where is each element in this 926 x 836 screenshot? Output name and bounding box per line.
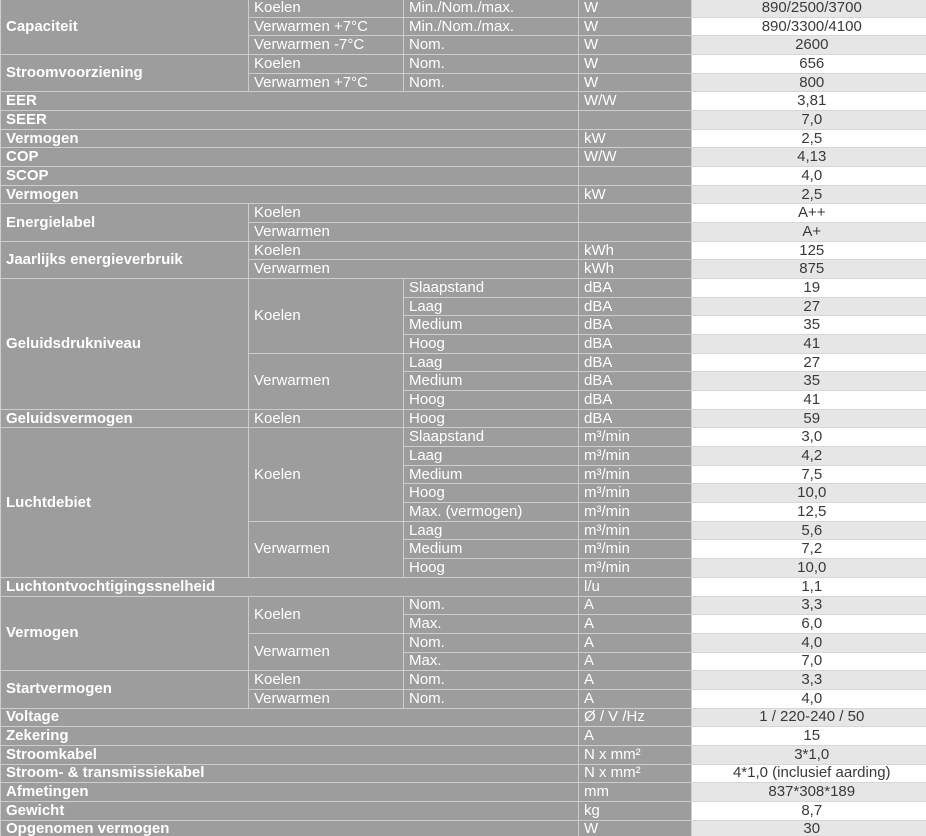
mode-cell: Nom. xyxy=(404,689,579,708)
group-label: Koelen xyxy=(249,409,404,428)
value-cell: 1 / 220-240 / 50 xyxy=(692,708,926,727)
value-cell: 30 xyxy=(692,820,926,836)
value-cell: 41 xyxy=(692,335,926,354)
table-row xyxy=(1,111,926,130)
section-label: Geluidsdrukniveau xyxy=(1,279,249,410)
section-label: Voltage xyxy=(1,708,579,727)
group-label: Verwarmen xyxy=(249,633,404,670)
section-label: SEER xyxy=(1,111,579,130)
unit-cell: A xyxy=(579,671,692,690)
unit-cell xyxy=(579,223,692,242)
value-cell: 12,5 xyxy=(692,503,926,522)
table-row xyxy=(1,129,926,148)
mode-cell: Max. (vermogen) xyxy=(404,503,579,522)
table-row xyxy=(1,596,926,615)
section-label: SCOP xyxy=(1,167,579,186)
mode-cell: Hoog xyxy=(404,409,579,428)
value-cell: 7,5 xyxy=(692,465,926,484)
unit-cell: dBA xyxy=(579,409,692,428)
value-cell: 2,5 xyxy=(692,185,926,204)
unit-cell: W xyxy=(579,17,692,36)
table-row xyxy=(1,764,926,783)
group-label: Koelen xyxy=(249,204,579,223)
value-cell: 125 xyxy=(692,241,926,260)
group-label: Koelen xyxy=(249,55,404,74)
mode-cell: Laag xyxy=(404,297,579,316)
section-label: Vermogen xyxy=(1,596,249,671)
mode-cell: Medium xyxy=(404,372,579,391)
mode-cell: Nom. xyxy=(404,633,579,652)
table-row xyxy=(1,708,926,727)
group-label: Koelen xyxy=(249,241,579,260)
unit-cell: m³/min xyxy=(579,484,692,503)
group-label: Verwarmen -7°C xyxy=(249,36,404,55)
value-cell: 10,0 xyxy=(692,559,926,578)
unit-cell: m³/min xyxy=(579,447,692,466)
section-label: Geluidsvermogen xyxy=(1,409,249,428)
group-label: Verwarmen xyxy=(249,521,404,577)
group-label: Koelen xyxy=(249,279,404,354)
section-label: Luchtontvochtigingssnelheid xyxy=(1,577,579,596)
unit-cell: W/W xyxy=(579,148,692,167)
table-row xyxy=(1,801,926,820)
value-cell: 4*1,0 (inclusief aarding) xyxy=(692,764,926,783)
value-cell: 4,0 xyxy=(692,633,926,652)
section-label: Stroomvoorziening xyxy=(1,55,249,92)
value-cell: 3,81 xyxy=(692,92,926,111)
unit-cell: l/u xyxy=(579,577,692,596)
mode-cell: Slaapstand xyxy=(404,428,579,447)
unit-cell: m³/min xyxy=(579,540,692,559)
unit-cell: W xyxy=(579,820,692,836)
mode-cell: Nom. xyxy=(404,36,579,55)
section-label: Jaarlijks energieverbruik xyxy=(1,241,249,278)
mode-cell: Hoog xyxy=(404,335,579,354)
unit-cell xyxy=(579,167,692,186)
mode-cell: Hoog xyxy=(404,559,579,578)
value-cell: 7,2 xyxy=(692,540,926,559)
unit-cell: dBA xyxy=(579,316,692,335)
value-cell: 3,0 xyxy=(692,428,926,447)
unit-cell: dBA xyxy=(579,279,692,298)
value-cell: 800 xyxy=(692,73,926,92)
table-row xyxy=(1,204,926,223)
section-label: Startvermogen xyxy=(1,671,249,708)
value-cell: 59 xyxy=(692,409,926,428)
mode-cell: Nom. xyxy=(404,596,579,615)
unit-cell: m³/min xyxy=(579,428,692,447)
mode-cell: Medium xyxy=(404,540,579,559)
value-cell: 890/3300/4100 xyxy=(692,17,926,36)
section-label: Gewicht xyxy=(1,801,579,820)
mode-cell: Max. xyxy=(404,615,579,634)
mode-cell: Slaapstand xyxy=(404,279,579,298)
value-cell: 5,6 xyxy=(692,521,926,540)
unit-cell: W xyxy=(579,55,692,74)
table-row xyxy=(1,820,926,836)
section-label: Stroom- & transmissiekabel xyxy=(1,764,579,783)
unit-cell: A xyxy=(579,727,692,746)
table-row xyxy=(1,148,926,167)
unit-cell: A xyxy=(579,689,692,708)
group-label: Verwarmen +7°C xyxy=(249,73,404,92)
unit-cell: A xyxy=(579,652,692,671)
unit-cell: W xyxy=(579,0,692,17)
table-row xyxy=(1,671,926,690)
unit-cell: N x mm² xyxy=(579,745,692,764)
unit-cell xyxy=(579,111,692,130)
mode-cell: Laag xyxy=(404,521,579,540)
value-cell: 35 xyxy=(692,316,926,335)
mode-cell: Hoog xyxy=(404,391,579,410)
value-cell: 27 xyxy=(692,353,926,372)
unit-cell: A xyxy=(579,633,692,652)
unit-cell: dBA xyxy=(579,297,692,316)
value-cell: 10,0 xyxy=(692,484,926,503)
section-label: Luchtdebiet xyxy=(1,428,249,577)
unit-cell: kg xyxy=(579,801,692,820)
unit-cell: kWh xyxy=(579,260,692,279)
mode-cell: Nom. xyxy=(404,671,579,690)
group-label: Verwarmen xyxy=(249,353,404,409)
group-label: Koelen xyxy=(249,428,404,521)
table-row xyxy=(1,727,926,746)
table-row xyxy=(1,55,926,74)
unit-cell xyxy=(579,204,692,223)
section-label: Zekering xyxy=(1,727,579,746)
group-label: Verwarmen xyxy=(249,260,579,279)
value-cell: 3*1,0 xyxy=(692,745,926,764)
section-label: Energielabel xyxy=(1,204,249,241)
section-label: Capaciteit xyxy=(1,0,249,55)
mode-cell: Min./Nom./max. xyxy=(404,0,579,17)
group-label: Koelen xyxy=(249,0,404,17)
value-cell: 4,2 xyxy=(692,447,926,466)
unit-cell: W xyxy=(579,73,692,92)
unit-cell: kWh xyxy=(579,241,692,260)
value-cell: 875 xyxy=(692,260,926,279)
mode-cell: Min./Nom./max. xyxy=(404,17,579,36)
value-cell: 15 xyxy=(692,727,926,746)
value-cell: 7,0 xyxy=(692,111,926,130)
value-cell: 8,7 xyxy=(692,801,926,820)
spec-table-body xyxy=(1,0,926,836)
table-row xyxy=(1,241,926,260)
section-label: Vermogen xyxy=(1,185,579,204)
mode-cell: Max. xyxy=(404,652,579,671)
group-label: Verwarmen xyxy=(249,689,404,708)
section-label: EER xyxy=(1,92,579,111)
value-cell: 4,0 xyxy=(692,689,926,708)
mode-cell: Nom. xyxy=(404,55,579,74)
group-label: Verwarmen xyxy=(249,223,579,242)
value-cell: 2600 xyxy=(692,36,926,55)
value-cell: 890/2500/3700 xyxy=(692,0,926,17)
group-label: Koelen xyxy=(249,671,404,690)
value-cell: 837*308*189 xyxy=(692,783,926,802)
table-row xyxy=(1,428,926,447)
unit-cell: Ø / V /Hz xyxy=(579,708,692,727)
unit-cell: dBA xyxy=(579,335,692,354)
value-cell: 656 xyxy=(692,55,926,74)
value-cell: 2,5 xyxy=(692,129,926,148)
unit-cell: N x mm² xyxy=(579,764,692,783)
mode-cell: Hoog xyxy=(404,484,579,503)
table-row xyxy=(1,745,926,764)
group-label: Verwarmen +7°C xyxy=(249,17,404,36)
table-row xyxy=(1,167,926,186)
section-label: COP xyxy=(1,148,579,167)
table-row xyxy=(1,577,926,596)
unit-cell: dBA xyxy=(579,372,692,391)
unit-cell: m³/min xyxy=(579,465,692,484)
section-label: Vermogen xyxy=(1,129,579,148)
value-cell: A+ xyxy=(692,223,926,242)
value-cell: 3,3 xyxy=(692,671,926,690)
value-cell: 4,0 xyxy=(692,167,926,186)
unit-cell: m³/min xyxy=(579,521,692,540)
unit-cell: m³/min xyxy=(579,503,692,522)
unit-cell: dBA xyxy=(579,353,692,372)
value-cell: 19 xyxy=(692,279,926,298)
unit-cell: dBA xyxy=(579,391,692,410)
value-cell: 35 xyxy=(692,372,926,391)
table-row xyxy=(1,783,926,802)
value-cell: 6,0 xyxy=(692,615,926,634)
value-cell: 7,0 xyxy=(692,652,926,671)
value-cell: 3,3 xyxy=(692,596,926,615)
table-row xyxy=(1,185,926,204)
value-cell: 41 xyxy=(692,391,926,410)
mode-cell: Medium xyxy=(404,465,579,484)
section-label: Afmetingen xyxy=(1,783,579,802)
unit-cell: kW xyxy=(579,185,692,204)
unit-cell: m³/min xyxy=(579,559,692,578)
section-label: Stroomkabel xyxy=(1,745,579,764)
mode-cell: Laag xyxy=(404,447,579,466)
unit-cell: A xyxy=(579,615,692,634)
value-cell: 1,1 xyxy=(692,577,926,596)
unit-cell: W/W xyxy=(579,92,692,111)
value-cell: A++ xyxy=(692,204,926,223)
table-row xyxy=(1,279,926,298)
table-row xyxy=(1,0,926,17)
unit-cell: W xyxy=(579,36,692,55)
unit-cell: mm xyxy=(579,783,692,802)
unit-cell: kW xyxy=(579,129,692,148)
value-cell: 27 xyxy=(692,297,926,316)
unit-cell: A xyxy=(579,596,692,615)
mode-cell: Medium xyxy=(404,316,579,335)
table-row xyxy=(1,409,926,428)
mode-cell: Nom. xyxy=(404,73,579,92)
section-label: Opgenomen vermogen xyxy=(1,820,579,836)
group-label: Koelen xyxy=(249,596,404,633)
mode-cell: Laag xyxy=(404,353,579,372)
table-row xyxy=(1,92,926,111)
value-cell: 4,13 xyxy=(692,148,926,167)
